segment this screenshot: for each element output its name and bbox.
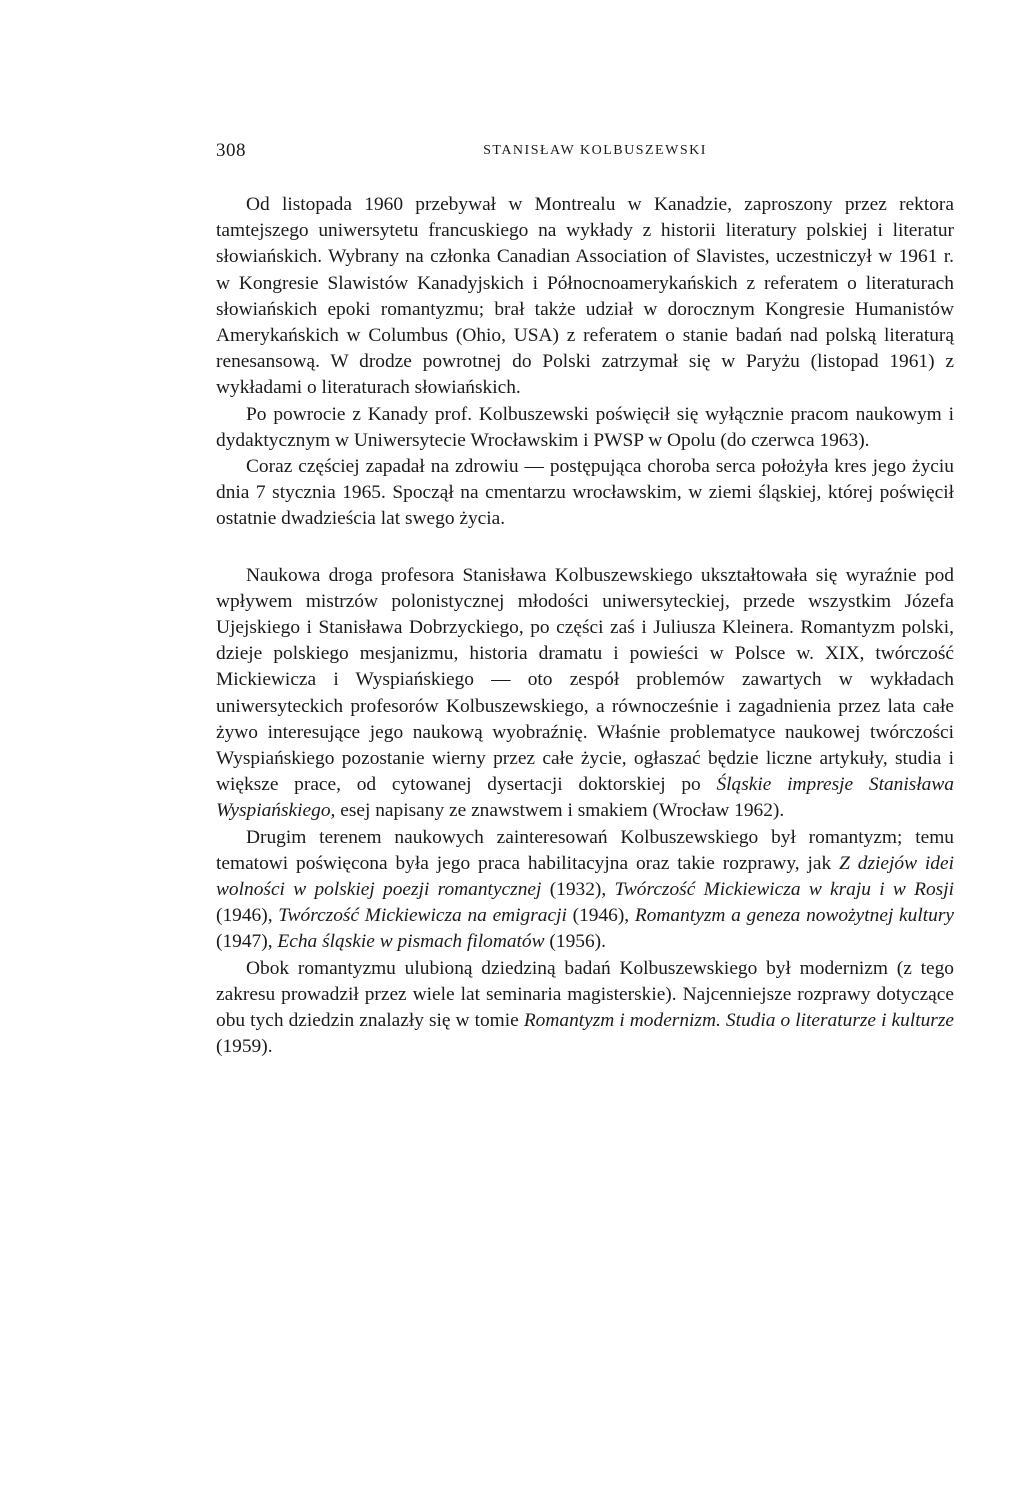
section-biography xyxy=(216,192,954,533)
paragraph-romanticism xyxy=(216,825,954,956)
title-echa-slaskie: Echa śląskie w pismach filomatów xyxy=(277,931,545,953)
text-run: (1946), xyxy=(566,905,635,927)
title-slaskie-impresje: Śląskie impresje Stanisława Wyspiańskiego, xyxy=(216,774,955,822)
title-z-dziejow-idei: Z dziejów idei wolności w polskiej poezji romantycznej xyxy=(216,852,954,901)
paragraph-scholarly-path xyxy=(216,563,954,825)
running-title: STANISŁAW KOLBUSZEWSKI xyxy=(483,143,707,158)
running-head xyxy=(216,140,954,176)
text-run: Obok romantyzmu ulubioną dziedziną badań Kolbuszewskiego był modernizm (z tego zakresu prowadził przez wiele lat seminaria magisterskie). Najcenniejsze rozprawy dotyczące obu tych dziedzin znalazły się w tomie xyxy=(216,957,954,1032)
text-run: Naukowa droga profesora Stanisława Kolbuszewskiego ukształtowała się wyraźnie pod wpływem mistrzów polonistycznej młodości uniwersyteckiej, przede wszystkim Józefa Ujejskiego i Stanisława Dobrzyckiego, po części zaś i Juliusza Kleinera. Romantyzm polski, dzieje polskiego mesjanizmu, historia dramatu i powieści w Polsce w. XIX, twórczość Mickiewicza i Wyspiańskiego — oto zespół problemów zawartych w wykładach uniwersyteckich profesorów Kolbuszewskiego, a równocześnie i zagadnienia przez lata całe żywo interesujące jego naukową wyobraźnię. Właśnie problematyce naukowej twórczości Wyspiańskiego pozostanie wierny przez całe życie, ogłaszać będzie liczne artykuły, studia i większe prace, od cytowanej dysertacji doktorskiej po xyxy=(216,564,954,796)
section-scholarship xyxy=(216,563,954,1061)
section-divider-space xyxy=(216,533,954,563)
text-run: Drugim terenem naukowych zainteresowań Kolbuszewskiego był romantyzm; temu tematowi poświęcona była jego praca habilitacyjna oraz takie rozprawy, jak xyxy=(216,826,954,874)
paragraph-death: Coraz częściej zapadał na zdrowiu — postępująca choroba serca położyła kres jego życiu dnia 7 stycznia 1965. Spoczął na cmentarzu wrocławskim, w ziemi śląskiej, której poświęcił ostatnie dwadzieścia lat swego życia. xyxy=(216,456,954,530)
title-romantyzm-geneza: Romantyzm a geneza nowożytnej kultury xyxy=(634,905,954,927)
title-tworczosc-emigracja: Twórczość Mickiewicza na emigracji xyxy=(278,905,567,927)
text-run: (1946), xyxy=(216,905,279,927)
paragraph-modernism xyxy=(216,956,954,1061)
title-tworczosc-kraj-rosja: Twórczość Mickiewicza w kraju i w Rosji xyxy=(614,879,954,901)
text-run: (1956). xyxy=(544,931,606,953)
title-romantyzm-i-modernizm: Romantyzm i modernizm. Studia o literaturze i kulturze xyxy=(523,1010,954,1032)
page-number: 308 xyxy=(216,140,246,161)
paragraph-montreal: Od listopada 1960 przebywał w Montrealu w Kanadzie, zaproszony przez rektora tamtejszego uniwersytetu francuskiego na wykłady z historii literatury polskiej i literatur słowiańskich. Wybrany na członka Canadian Association of Slavistes, uczestniczył w 1961 r. w Kongresie Slawistów Kanadyjskich i Północnoamerykańskich z referatem o literaturach słowiańskich epoki romantyzmu; brał także udział w dorocznym Kongresie Humanistów Amerykańskich w Columbus (Ohio, USA) z referatem o stanie badań nad polską literaturą renesansową. W drodze powrotnej do Polski zatrzymał się w Paryżu (listopad 1961) z wykładami o literaturach słowiańskich. xyxy=(216,194,954,399)
text-run: (1932), xyxy=(541,879,615,901)
text-run: esej napisany ze znawstwem i smakiem (Wrocław 1962). xyxy=(335,800,785,822)
text-run: (1947), xyxy=(216,931,278,953)
paragraph-return: Po powrocie z Kanady prof. Kolbuszewski poświęcił się wyłącznie pracom naukowym i dydaktycznym w Uniwersytecie Wrocławskim i PWSP w Opolu (do czerwca 1963). xyxy=(216,403,954,451)
document-page xyxy=(216,140,954,1061)
text-run: (1959). xyxy=(216,1036,273,1058)
